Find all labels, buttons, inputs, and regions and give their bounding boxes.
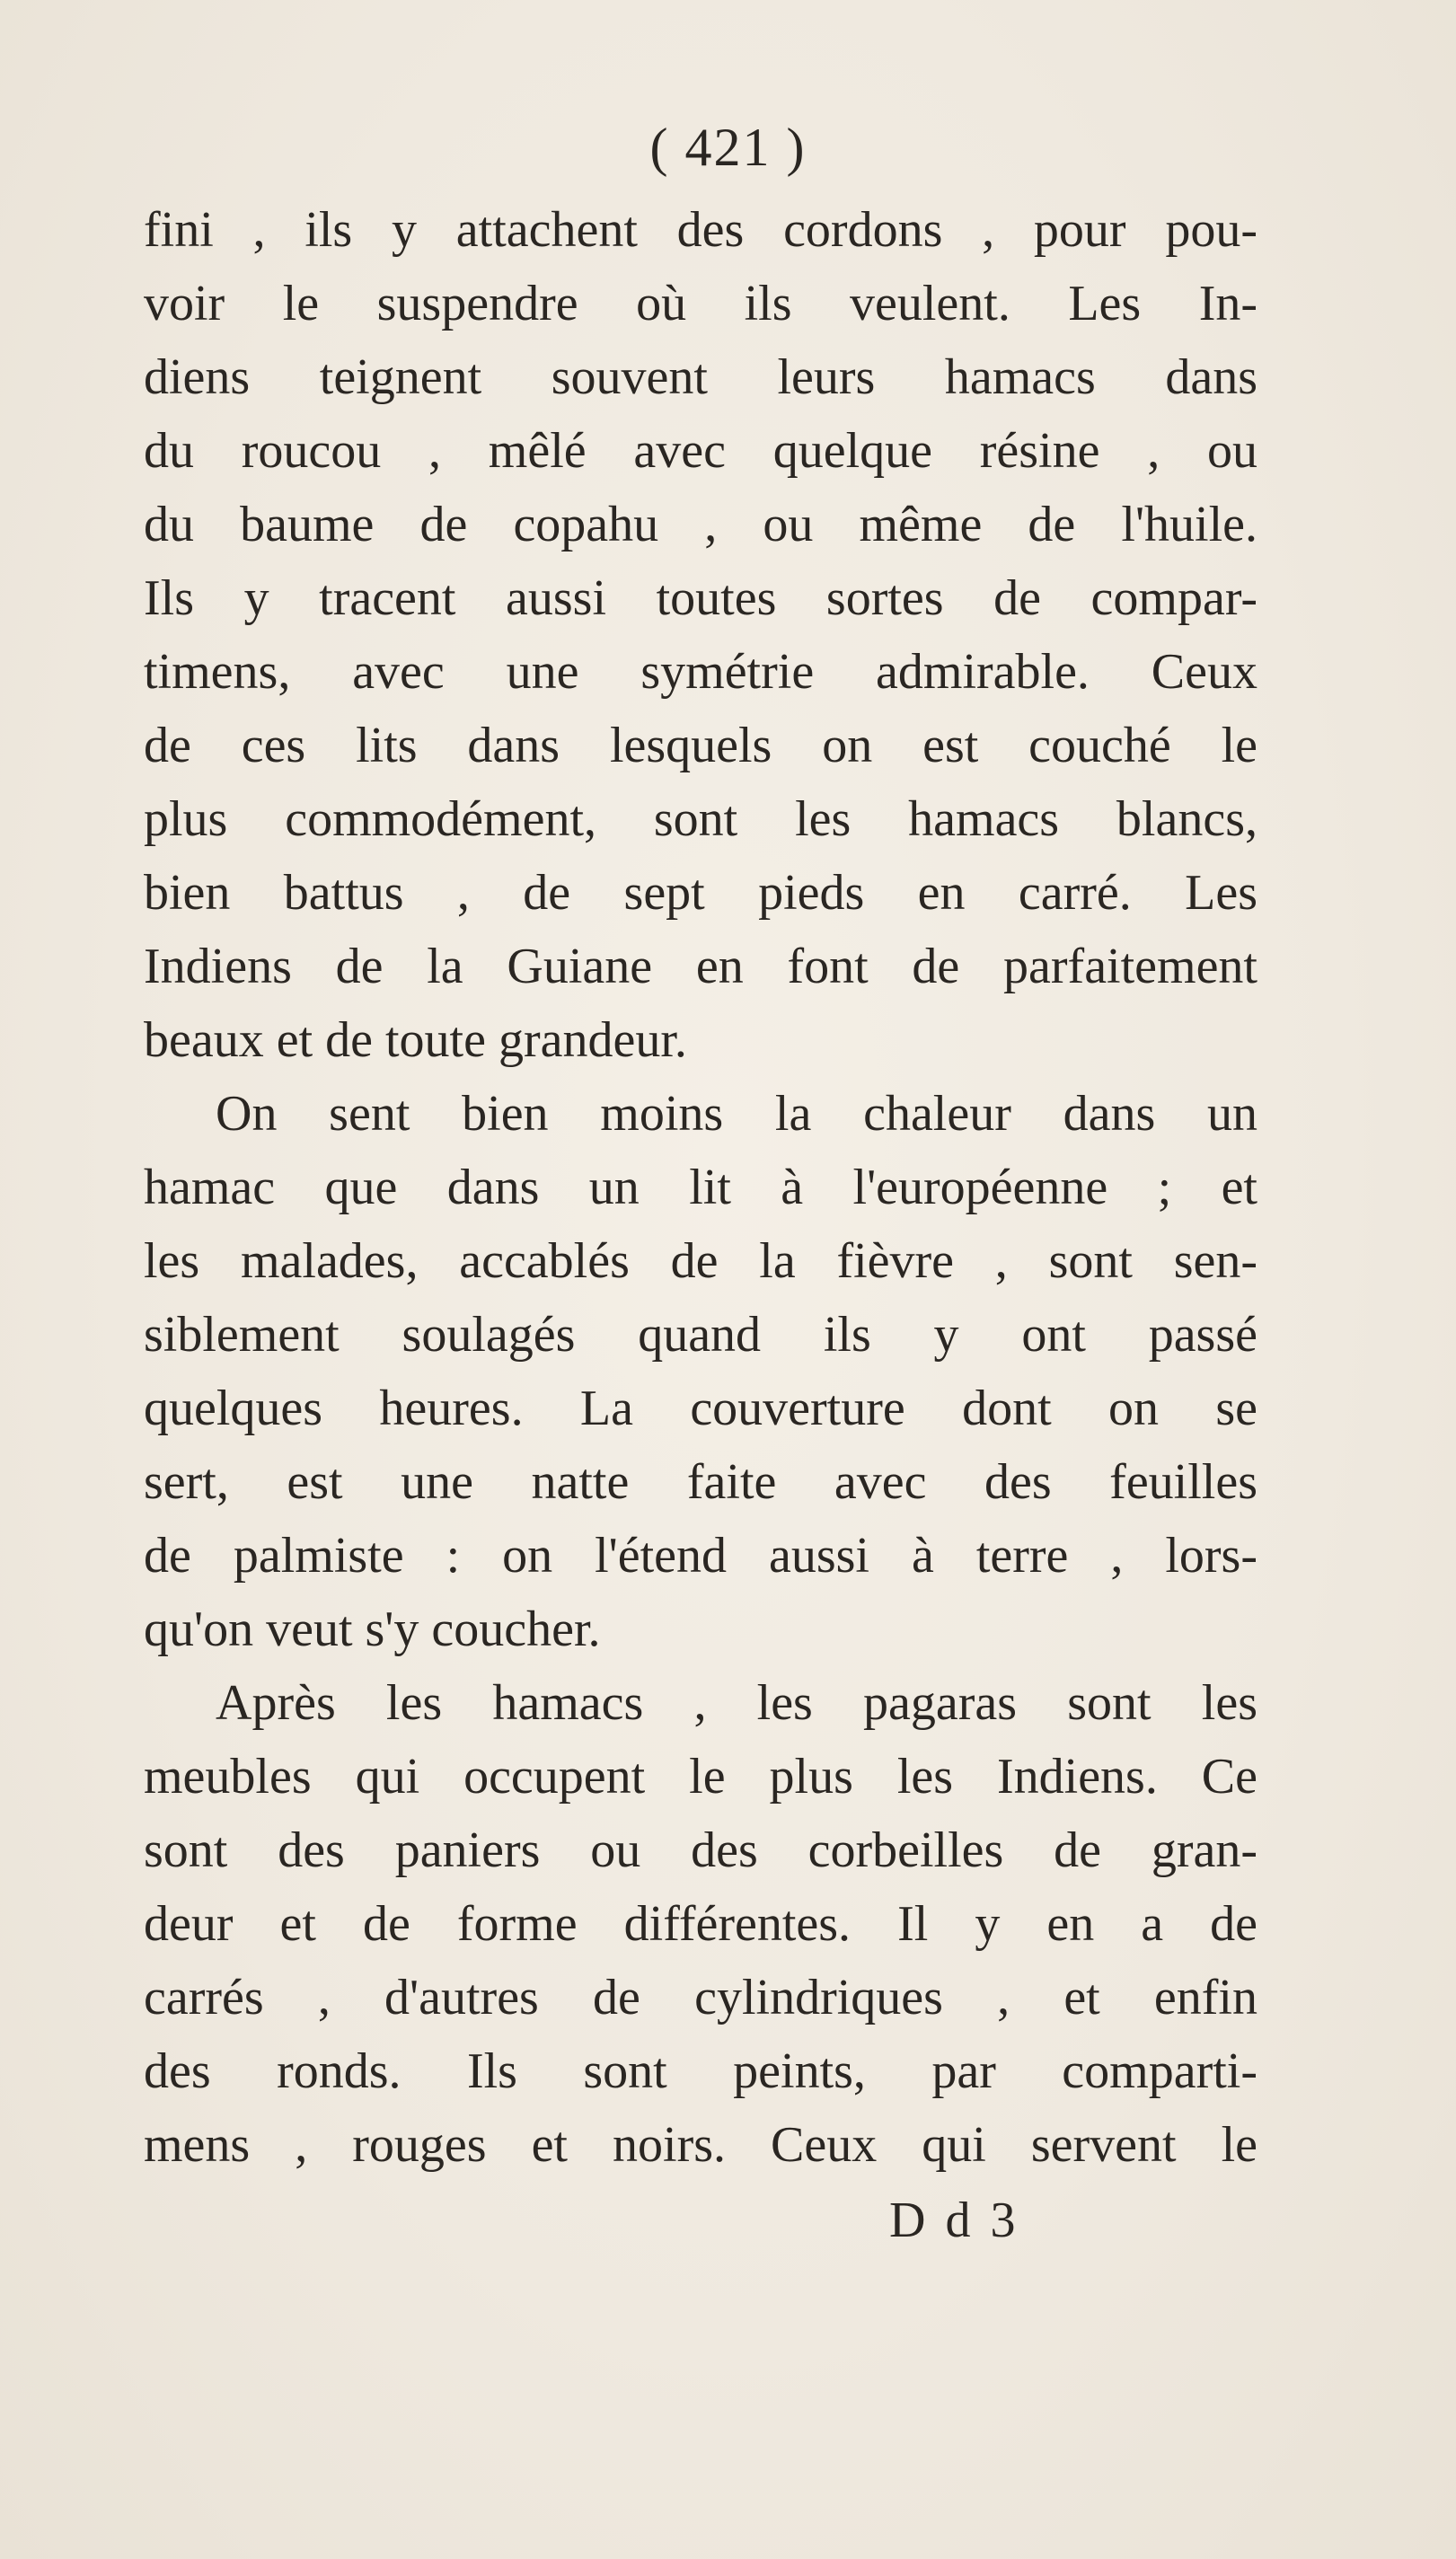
text-line: de palmiste : on l'étend aussi à terre , lors- (144, 1528, 1257, 1584)
text-line: deur et de forme différentes. Il y en a de (144, 1896, 1257, 1952)
text-line: beaux et de toute grandeur. (144, 1012, 687, 1068)
text-line: les malades, accablés de la fièvre , sont sen- (144, 1233, 1257, 1289)
text-line: On sent bien moins la chaleur dans un (216, 1086, 1257, 1142)
text-line: bien battus , de sept pieds en carré. Les (144, 865, 1257, 921)
page-number-header: ( 421 ) (649, 118, 807, 177)
text-line: hamac que dans un lit à l'européenne ; et (144, 1160, 1257, 1215)
text-line: Après les hamacs , les pagaras sont les (216, 1675, 1257, 1731)
text-line: fini , ils y attachent des cordons , pour pou- (144, 202, 1257, 258)
text-line: quelques heures. La couverture dont on se (144, 1381, 1257, 1436)
text-line: Indiens de la Guiane en font de parfaitement (144, 939, 1257, 994)
text-line: voir le suspendre où ils veulent. Les In- (144, 276, 1257, 331)
text-line: sont des paniers ou des corbeilles de gran- (144, 1822, 1257, 1878)
text-line: des ronds. Ils sont peints, par comparti- (144, 2043, 1257, 2099)
text-line: qu'on veut s'y coucher. (144, 1602, 601, 1657)
signature-mark: D d 3 (889, 2193, 1019, 2248)
text-line: plus commodément, sont les hamacs blancs, (144, 791, 1257, 847)
body-text (144, 193, 1257, 2182)
text-line: mens , rouges et noirs. Ceux qui servent le (144, 2117, 1257, 2173)
text-line: de ces lits dans lesquels on est couché le (144, 718, 1257, 773)
text-line: timens, avec une symétrie admirable. Ceux (144, 644, 1257, 700)
text-line: carrés , d'autres de cylindriques , et enfin (144, 1970, 1257, 2025)
text-line: du baume de copahu , ou même de l'huile. (144, 497, 1257, 552)
text-line: du roucou , mêlé avec quelque résine , ou (144, 423, 1257, 479)
text-line: diens teignent souvent leurs hamacs dans (144, 349, 1257, 405)
text-line: meubles qui occupent le plus les Indiens. Ce (144, 1749, 1257, 1805)
text-line: siblement soulagés quand ils y ont passé (144, 1307, 1257, 1363)
text-line: Ils y tracent aussi toutes sortes de compar- (144, 570, 1257, 626)
text-line: sert, est une natte faite avec des feuilles (144, 1454, 1257, 1510)
